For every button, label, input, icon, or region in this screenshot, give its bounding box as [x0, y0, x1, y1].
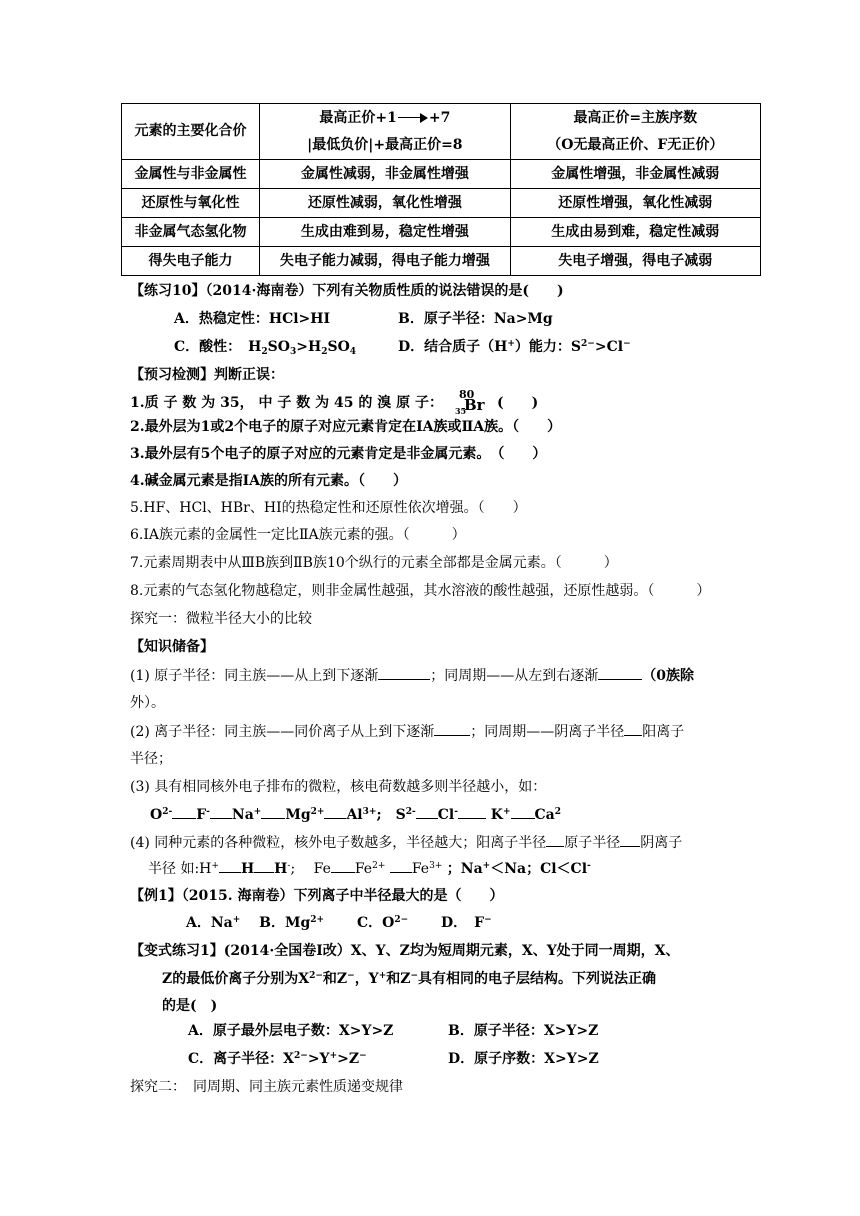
explore-2-title: 探究二： 同周期、同主族元素性质递变规律 [130, 1079, 403, 1095]
example-1-options: A．Na+ B．$Mg^{2+}$ C．$O^{2-}$ D． F− [186, 915, 492, 931]
table-cell: 生成由难到易，稳定性增强 [260, 218, 511, 247]
preview-q4: 4.碱金属元素是指ⅠA族的所有元素。（ ） [130, 473, 408, 489]
variant-1-line1: 【变式练习1】(2014·全国卷Ⅰ改）X、Y、Z均为短周期元素，X、Y处于同一周期，X、 [130, 943, 680, 959]
exercise-10-stem: 【练习10】（2014·海南卷）下列有关物质性质的说法错误的是( ) [130, 283, 564, 299]
preview-header: 【预习检测】判断正误： [130, 367, 284, 383]
exercise-10-option-c: C．酸性： $H_2SO_3>H_2SO_4$ [174, 339, 357, 357]
preview-q5: 5.HF、HCl、HBr、HI的热稳定性和还原性依次增强。（ ） [130, 500, 527, 516]
example-1-stem: 【例1】（2015. 海南卷）下列离子中半径最大的是（ ） [130, 888, 504, 904]
point-1-line1: (1) 原子半径：同主族——从上到下逐渐 ；同周期——从左到右逐渐 （0族除 [130, 665, 694, 686]
variant-1-option-d: D．原子序数：X>Y>Z [448, 1051, 599, 1067]
exercise-10-option-b: B．原子半径：Na>Mg [398, 311, 553, 327]
variant-1-line3: 的是( ) [162, 998, 218, 1014]
variant-1-line2: Z的最低价离子分别为$X^{2-}$和Z−，Y+和Z−具有相同的电子层结构。下列说法正确 [162, 971, 657, 987]
table-row [122, 247, 761, 276]
table-cell: 还原性增强，氧化性减弱 [510, 189, 760, 218]
knowledge-header: 【知识储备】 [130, 639, 214, 655]
point-3-ions: $O^{2-}$ F- Na+ $Mg^{2+}$ $Al^{3+}$; $S^{2-}$ Cl- K+ Ca$^2$ [150, 804, 561, 825]
table-cell: 金属性增强，非金属性减弱 [510, 160, 760, 189]
explore-1-title: 探究一：微粒半径大小的比较 [130, 611, 312, 627]
preview-q2: 2.最外层为1或2个电子的原子对应元素肯定在ⅠA族或ⅡA族。（ ） [130, 419, 562, 435]
point-3: (3) 具有相同核外电子排布的微粒，核电荷数越多则半径越小，如： [130, 779, 547, 795]
exercise-10-option-d: D．结合质子（H+）能力：$S^{2-}>Cl^-$ [398, 339, 631, 355]
variant-1-option-a: A．原子最外层电子数：X>Y>Z [188, 1023, 394, 1039]
preview-q3: 3.最外层有5个电子的原子对应的元素肯定是非金属元素。 （ ） [130, 446, 547, 462]
periodic-properties-table [121, 103, 761, 276]
point-2-line1: (2) 离子半径：同主族——同价离子从上到下逐渐 ；同周期——阴离子半径 阳离子 [130, 721, 684, 742]
preview-q1: 1.质 子 数 为 35， 中 子 数 为 45 的 溴 原 子： 80 35 Br ( ) [130, 388, 539, 416]
table-cell: 还原性减弱，氧化性增强 [260, 189, 511, 218]
table-cell: 非金属气态氢化物 [122, 218, 260, 247]
table-cell: 最高正价=主族序数 （O无最高正价、F无正价） [510, 104, 760, 160]
preview-q8: 8.元素的气态氢化物越稳定，则非金属性越强，其水溶液的酸性越强，还原性越弱。（ ） [130, 583, 711, 599]
table-cell: 生成由易到难，稳定性减弱 [510, 218, 760, 247]
arrow-right-icon [398, 113, 428, 123]
table-row [122, 160, 761, 189]
point-4-line2: 半径 如:H+ H H-; Fe $Fe^{2+}$ $Fe^{3+}$ ；Na+＜Na；Cl＜Cl- [148, 858, 591, 879]
exercise-10-option-a: A．热稳定性：HCl>HI [174, 311, 331, 327]
table-cell: 得失电子能力 [122, 247, 260, 276]
table-cell: 金属性与非金属性 [122, 160, 260, 189]
bromine-isotope-symbol: 80 35 Br [454, 388, 485, 416]
table-row [122, 104, 761, 160]
point-2-line2: 半径； [130, 751, 172, 767]
table-row [122, 189, 761, 218]
table-cell: 失电子增强，得电子减弱 [510, 247, 760, 276]
table-cell: 元素的主要化合价 [122, 104, 260, 160]
table-cell: 最高正价+1 +7 |最低负价|+最高正价=8 [260, 104, 511, 160]
table-cell: 金属性减弱，非金属性增强 [260, 160, 511, 189]
table-cell: 还原性与氧化性 [122, 189, 260, 218]
variant-1-option-c: C．离子半径：$X^{2-}>Y^+>Z^-$ [188, 1051, 367, 1067]
point-1-line2: 外）。 [130, 695, 165, 711]
preview-q6: 6.ⅠA族元素的金属性一定比ⅡA族元素的强。（ ） [130, 527, 466, 543]
table-row [122, 218, 761, 247]
preview-q7: 7.元素周期表中从ⅢB族到ⅡB族10个纵行的元素全部都是金属元素。（ ） [130, 555, 618, 571]
point-4-line1: (4) 同种元素的各种微粒，核外电子数越多，半径越大；阳离子半径 原子半径 阴离子 [130, 832, 682, 853]
table-cell: 失电子能力减弱，得电子能力增强 [260, 247, 511, 276]
variant-1-option-b: B．原子半径：X>Y>Z [448, 1023, 599, 1039]
